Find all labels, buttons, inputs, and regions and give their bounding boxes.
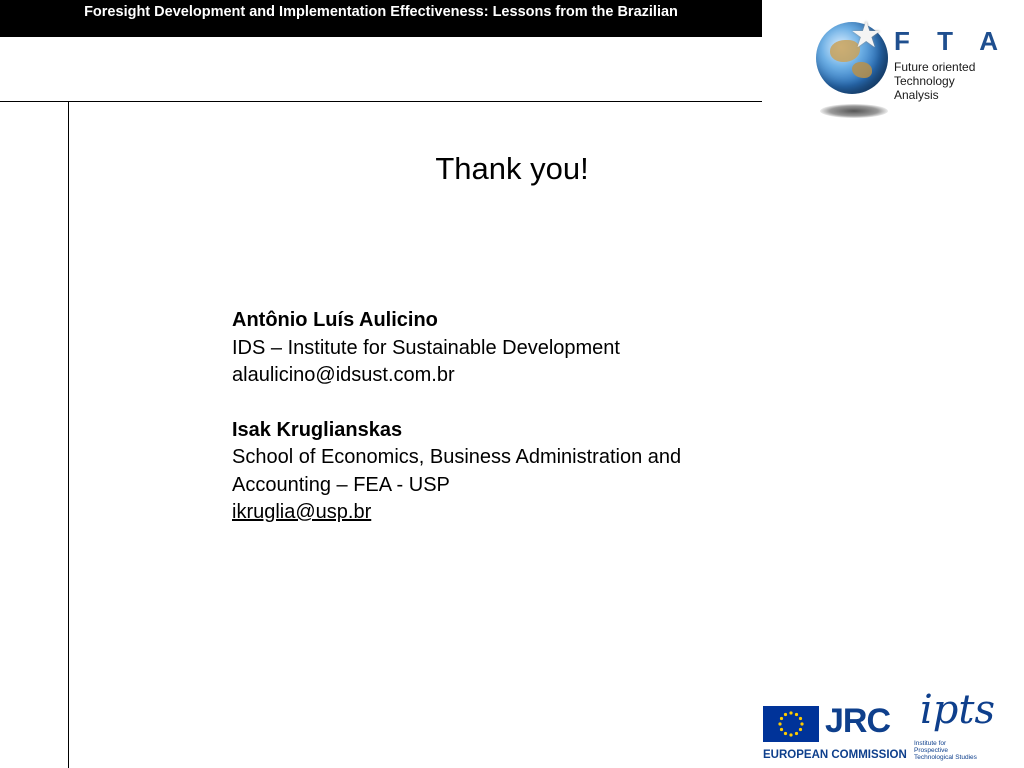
fta-subtitle-line: Technology [894, 74, 955, 88]
ipts-caption [914, 740, 977, 761]
eu-stars-icon [763, 706, 819, 742]
header-bar [0, 0, 762, 37]
contact-email: alaulicino@idsust.com.br [232, 364, 455, 386]
ipts-caption-line: Technological Studies [914, 754, 977, 761]
fta-letters: F T A [894, 26, 1009, 56]
vertical-rule [68, 101, 69, 768]
contact-block [232, 307, 792, 527]
contact-name: Isak Kruglianskas [232, 418, 403, 441]
ipts-logo [912, 687, 1012, 766]
fta-logo [810, 15, 1009, 128]
jrc-wordmark: JRC [825, 702, 891, 740]
horizontal-rule [0, 101, 762, 102]
fta-subtitle [894, 60, 975, 102]
contact-affiliation: IDS – Institute for Sustainable Development [232, 336, 620, 359]
globe-landmass [852, 62, 872, 78]
fta-subtitle-line: Analysis [894, 88, 939, 102]
contact-affiliation: School of Economics, Business Administration and [232, 446, 682, 468]
thank-you-heading: Thank you! [435, 151, 589, 186]
ipts-wordmark: ipts [920, 687, 995, 733]
contact-affiliation: Accounting – FEA - USP [232, 473, 450, 496]
european-commission-wordmark: EUROPEAN COMMISSION [763, 749, 907, 761]
contact-name: Antônio Luís Aulicino [232, 309, 438, 331]
fta-subtitle-line: Future oriented [894, 60, 976, 74]
european-commission-logo [763, 702, 907, 766]
eu-flag-icon [763, 706, 819, 742]
ipts-caption-line: Prospective [914, 747, 948, 754]
spacer [232, 390, 792, 417]
contact-email-link[interactable]: ikruglia@usp.br [232, 501, 372, 523]
header-title: Foresight Development and Implementation Effectiveness: Lessons from the Brazilian [84, 4, 678, 20]
star-icon: ★ [850, 15, 883, 56]
globe-shadow [820, 104, 888, 118]
ipts-caption-line: Institute for [914, 740, 947, 747]
